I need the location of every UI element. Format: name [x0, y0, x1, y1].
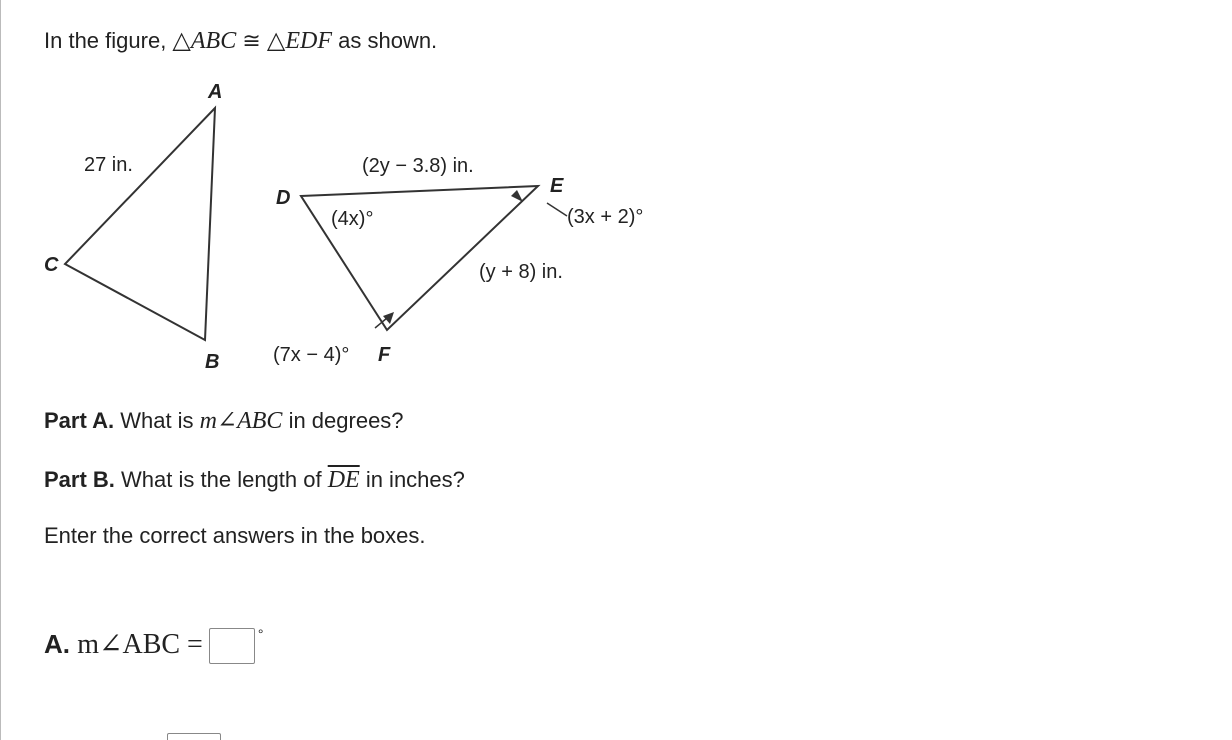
vertex-f-label: F — [378, 344, 391, 366]
answer-a-expression: m∠ABC = — [77, 629, 203, 660]
congruent-symbol: ≅ — [236, 28, 267, 53]
angle-e-label: (3x + 2)° — [567, 206, 644, 228]
angle-d-label: (4x)° — [331, 208, 374, 230]
angle-e-arrow — [511, 190, 523, 202]
triangles-figure — [1, 70, 721, 380]
angle-f-label: (7x − 4)° — [273, 344, 350, 366]
triangle-edf: △EDF — [266, 28, 332, 54]
intro-sentence — [44, 26, 437, 55]
degree-symbol: ° — [257, 626, 264, 642]
vertex-a-label: A — [208, 81, 223, 103]
answer-b-input-partial[interactable] — [167, 733, 221, 740]
side-ca-label: 27 in. — [84, 154, 133, 176]
angle-f-arrow — [383, 312, 394, 324]
instructions: Enter the correct answers in the boxes. — [44, 523, 426, 548]
intro-suffix: as shown. — [332, 28, 438, 53]
vertex-c-label: C — [44, 254, 59, 276]
part-a-question — [44, 406, 404, 435]
part-a-math: m∠ABC — [199, 408, 283, 434]
triangle-abc: △ABC — [172, 28, 237, 54]
answer-a-label: A. — [44, 629, 70, 659]
vertex-e-label: E — [550, 175, 564, 197]
part-a-text-before: What is — [114, 408, 200, 433]
part-b-text-after: in inches? — [359, 467, 465, 492]
part-b-question — [44, 467, 465, 494]
part-a-label: Part A. — [44, 408, 115, 433]
segment-de: $\overline{DE}$ — [327, 467, 360, 493]
angle-e-pointer — [547, 203, 567, 216]
part-a-text-after: in degrees? — [282, 408, 404, 433]
side-de-label: (2y − 3.8) in. — [362, 155, 474, 177]
intro-prefix: In the figure, — [44, 28, 173, 53]
vertex-d-label: D — [276, 187, 291, 209]
answer-a-math — [77, 629, 203, 660]
part-b-label: Part B. — [44, 467, 115, 492]
answer-a-input[interactable] — [209, 628, 255, 664]
answer-a-row — [44, 627, 263, 664]
part-b-text-before: What is the length of — [114, 467, 328, 492]
vertex-b-label: B — [205, 351, 220, 373]
side-ef-label: (y + 8) in. — [479, 261, 563, 283]
triangle-abc-shape — [65, 108, 215, 340]
